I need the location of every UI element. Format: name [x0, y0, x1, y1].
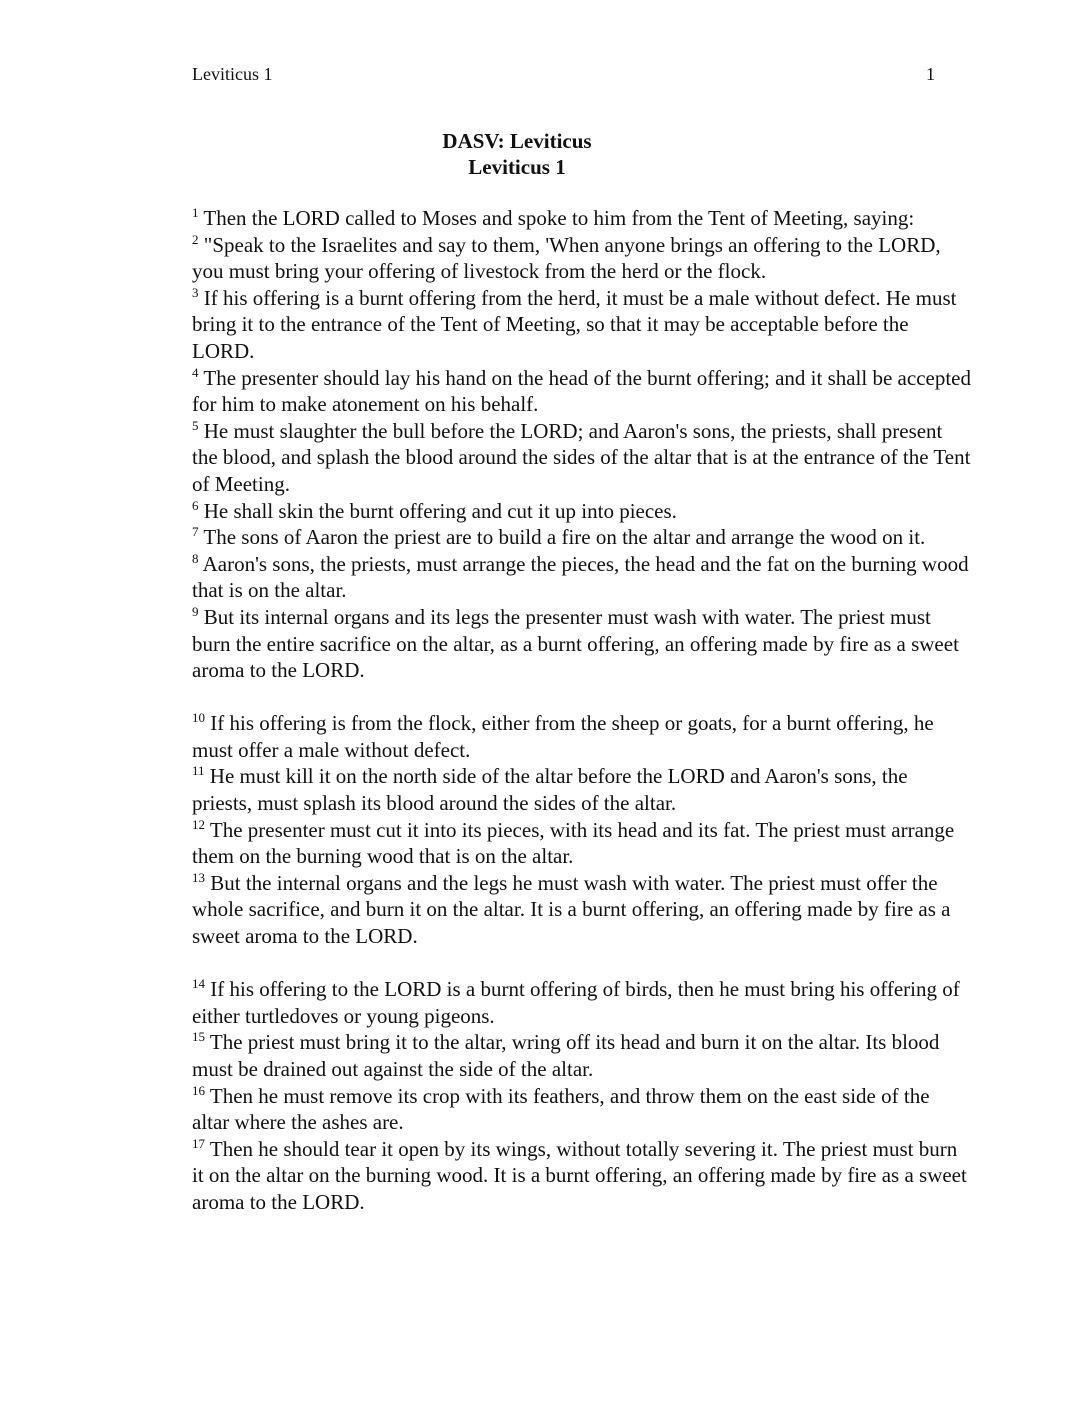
verse-text: The sons of Aaron the priest are to build a fire on the altar and arrange the wood on it.: [198, 525, 926, 550]
verse-number: 8: [192, 550, 199, 566]
verse-number: 1: [192, 205, 199, 220]
verse: [192, 498, 972, 525]
verse-number: 16: [192, 1082, 205, 1098]
verse-text: Aaron's sons, the priests, must arrange the pieces, the head and the fat on the burning wood that is on the altar.: [192, 551, 969, 603]
verse: [192, 285, 972, 365]
chapter-title: Leviticus 1: [468, 155, 566, 179]
paragraph-gap: [192, 950, 972, 977]
verse: [192, 710, 972, 763]
document-title: DASV: Leviticus: [442, 129, 592, 153]
verse-number: 3: [192, 284, 199, 300]
paragraph-gap: [192, 684, 972, 711]
running-header-title: Leviticus 1: [192, 64, 273, 84]
verse-number: 11: [192, 763, 205, 779]
verse-number: 6: [192, 497, 199, 513]
verse-number: 10: [192, 710, 205, 726]
verse: [192, 232, 972, 285]
verse-text: He shall skin the burnt offering and cut it up into pieces.: [198, 498, 677, 523]
verse-number: 4: [192, 364, 199, 380]
verse-text: The presenter should lay his hand on the head of the burnt offering; and it shall be accepted for him to make atonement on his behalf.: [192, 365, 971, 417]
verse-number: 9: [192, 603, 199, 619]
verse: [192, 524, 972, 551]
verse-number: 5: [192, 417, 199, 433]
running-header: [192, 64, 935, 90]
verse-number: 12: [192, 816, 205, 832]
verse-number: 14: [192, 976, 205, 992]
verse-number: 17: [192, 1135, 205, 1151]
verse-text: If his offering to the LORD is a burnt offering of birds, then he must bring his offering of either turtledoves or young pigeons.: [192, 977, 960, 1028]
verse: [192, 551, 972, 604]
verse-number: 2: [192, 231, 199, 247]
verse: [192, 817, 972, 870]
verse: [192, 604, 972, 684]
verse-text: Then the LORD called to Moses and spoke to him from the Tent of Meeting, saying:: [198, 206, 915, 230]
verse-number: 15: [192, 1029, 205, 1045]
page-number: 1: [926, 64, 935, 84]
verse-text: But its internal organs and its legs the presenter must wash with water. The priest must burn the entire sacrifice on the altar, as a burnt offering, an offering made by fire as a sweet aroma to the LORD.: [192, 604, 959, 683]
verse: [192, 1083, 972, 1136]
verse-text: If his offering is from the flock, either from the sheep or goats, for a burnt offering, he must offer a male without defect.: [192, 711, 934, 762]
verse-number: 13: [192, 869, 205, 885]
verse-text: But the internal organs and the legs he must wash with water. The priest must offer the whole sacrifice, and burn it on the altar. It is a burnt offering, an offering made by fire as a sweet aroma to the LORD.: [192, 870, 951, 949]
verse-text: If his offering is a burnt offering from the herd, it must be a male without defect. He must bring it to the entrance of the Tent of Meeting, so that it may be acceptable before the LORD.: [192, 285, 957, 363]
verse-text: Then he should tear it open by its wings, without totally severing it. The priest must burn it on the altar on the burning wood. It is a burnt offering, an offering made by fire as a sweet aroma to the LORD.: [192, 1136, 967, 1214]
verse-text: The presenter must cut it into its pieces, with its head and its fat. The priest must arrange them on the burning wood that is on the altar.: [192, 817, 955, 869]
verse-text: "Speak to the Israelites and say to them, 'When anyone brings an offering to the LORD, you must bring your offering of livestock from the herd or the flock.: [192, 232, 941, 284]
verse-number: 7: [192, 524, 199, 540]
verse: [192, 1029, 972, 1082]
verse: [192, 365, 972, 418]
verse: [192, 418, 972, 498]
chapter-text: [192, 205, 972, 1216]
verse: [192, 976, 972, 1029]
verse: [192, 205, 972, 232]
verse: [192, 870, 972, 950]
verse-text: He must kill it on the north side of the altar before the LORD and Aaron's sons, the priests, must splash its blood around the sides of the altar.: [192, 764, 908, 816]
verse: [192, 763, 972, 816]
verse-text: He must slaughter the bull before the LORD; and Aaron's sons, the priests, shall present the blood, and splash the blood around the sides of the altar that is at the entrance of the Tent of Meeting.: [192, 418, 971, 496]
verse: [192, 1136, 972, 1216]
title-block: [0, 128, 1034, 180]
verse-text: Then he must remove its crop with its feathers, and throw them on the east side of the altar where the ashes are.: [192, 1083, 930, 1135]
verse-text: The priest must bring it to the altar, wring off its head and burn it on the altar. Its blood must be drained out against the side of the altar.: [192, 1030, 940, 1081]
